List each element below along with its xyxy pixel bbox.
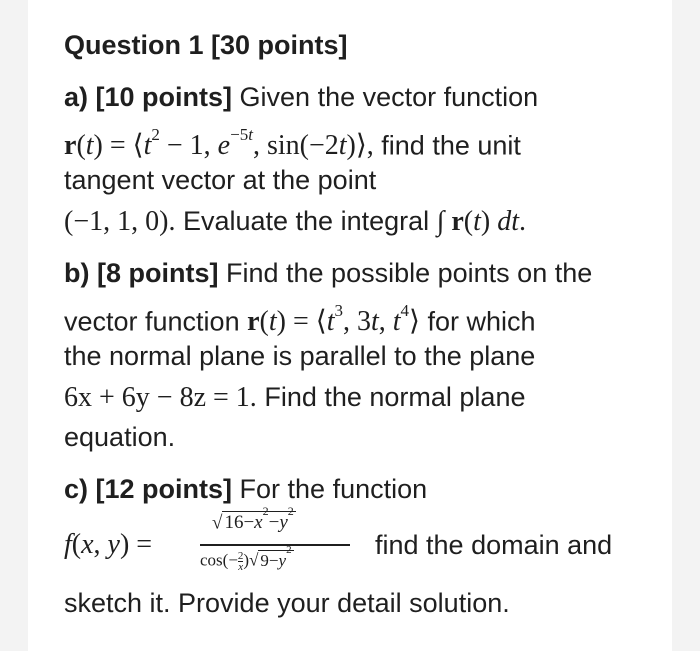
part-a-find-text: find the unit — [381, 130, 521, 161]
fraction-denominator: cos(− $\frac{2}{x})√$ $9-y^2$ — [200, 544, 292, 574]
point-a: (−1, 1, 0). — [64, 206, 176, 237]
part-c-label: c) [12 points] — [64, 474, 233, 504]
integral-expression: ∫ r(t) dt. — [436, 206, 526, 237]
part-b-vf-text: vector function — [64, 306, 240, 337]
part-c-intro: For the function — [239, 474, 428, 504]
part-a-line-4 — [64, 204, 526, 239]
part-b-line-5: equation. — [64, 422, 176, 452]
part-b-line-3: the normal plane is parallel to the plane — [64, 341, 536, 371]
plane-equation: 6x + 6y − 8z = 1. — [64, 382, 257, 413]
vector-function-b: $r(t) = ⟨t^3$, 3t, $t^4⟩$ — [247, 301, 420, 338]
part-a-line-1 — [64, 80, 538, 114]
part-c-line-1 — [64, 472, 427, 506]
part-a-line-3: tangent vector at the point — [64, 165, 377, 195]
part-a-label: a) [10 points] — [64, 82, 233, 112]
part-b-label: b) [8 points] — [64, 258, 219, 288]
part-b-intro: Find the possible points on the — [226, 258, 593, 288]
vector-function-a: $r(t) = ⟨t^2 - 1$, $e^{-5t}$, sin(−2t)⟩, — [64, 125, 374, 162]
part-b-for-which: for which — [427, 306, 536, 337]
part-a-line-2 — [64, 122, 521, 163]
part-c-domain-text: find the domain and — [375, 530, 613, 560]
part-b-line-4 — [64, 380, 525, 415]
part-b-line-1 — [64, 256, 592, 290]
question-title: Question 1 [30 points] — [64, 30, 348, 60]
part-b-normal-text: Find the normal plane — [264, 382, 526, 412]
fraction-numerator: √ $16-x^2-y^2$ — [212, 504, 294, 534]
fraction-bar — [200, 544, 350, 546]
part-b-line-2 — [64, 298, 536, 339]
function-f-lhs: f(x, y) = — [64, 529, 153, 560]
part-a-intro: Given the vector function — [239, 82, 539, 112]
part-a-integral-text: Evaluate the integral — [182, 206, 430, 236]
part-c-line-3: sketch it. Provide your detail solution. — [64, 588, 510, 618]
